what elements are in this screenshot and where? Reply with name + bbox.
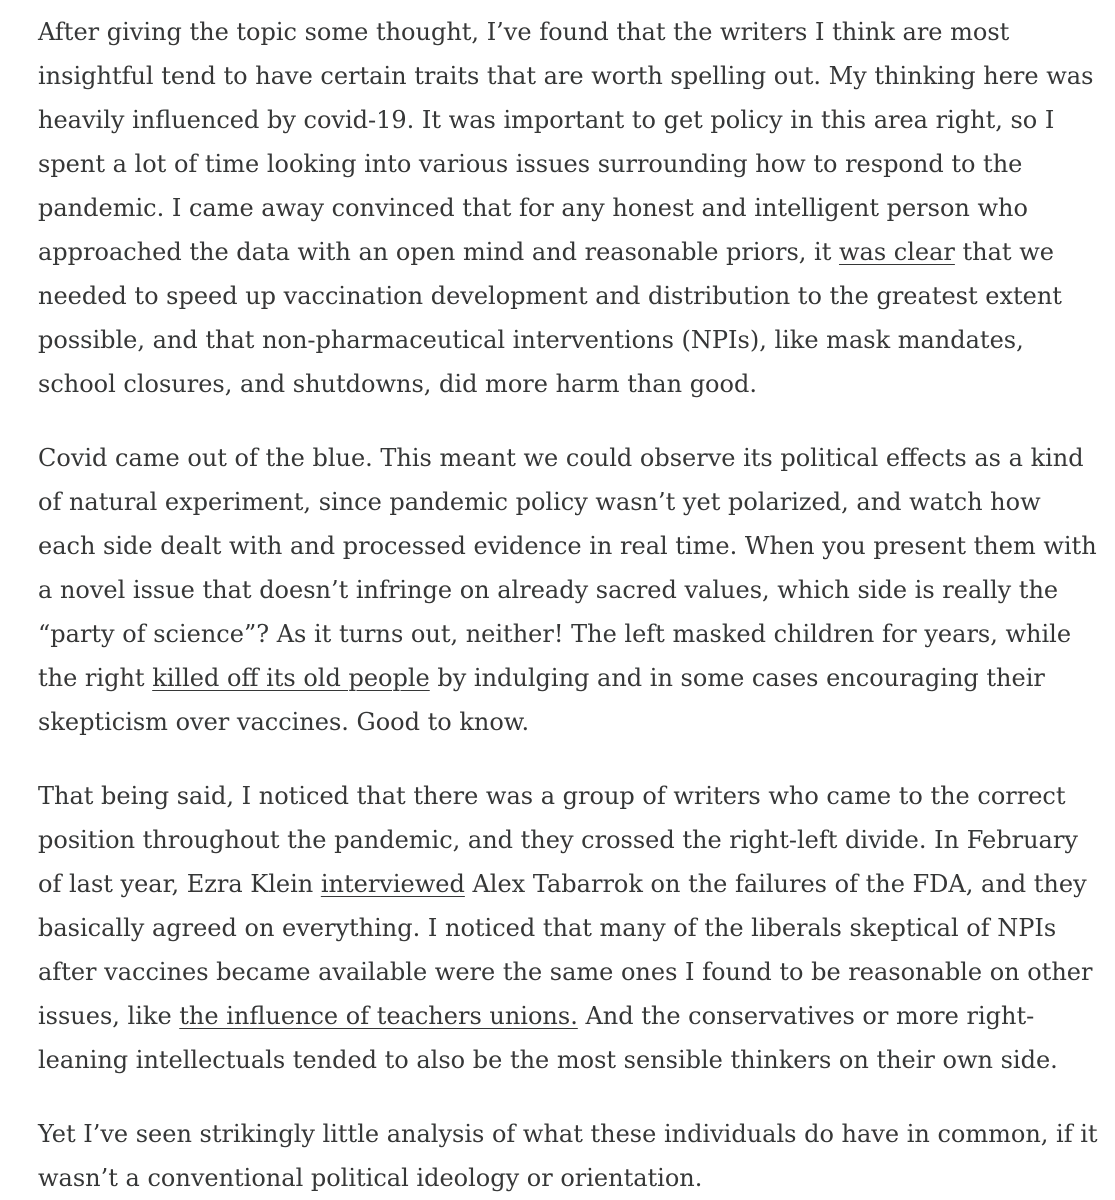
paragraph-2-text-start: Covid came out of the blue. This meant we could observe its political effects as a kind of natural experiment, since pandemic policy wasn’t yet polarized, and watch how each side dealt with and processed evidence in real time. When you present them with a novel issue that doesn’t infringe on already sacred values, which side is really the “party of science”? As it turns out, neither! The left masked children for years, while the right <box>38 444 1097 692</box>
paragraph-4-text: Yet I’ve seen strikingly little analysis of what these individuals do have in common, if it wasn’t a conventional political ideology or orientation. <box>38 1120 1098 1192</box>
teachers-unions-link[interactable]: the influence of teachers unions. <box>179 1002 578 1030</box>
paragraph-1-text-end: that we needed to speed up vaccination development and distribution to the greatest extent possible, and that non-pharmaceutical interventions (NPIs), like mask mandates, school closures, and shutdowns, did more harm than good. <box>38 238 1062 398</box>
paragraph-2-text-end: by indulging and in some cases encouraging their skepticism over vaccines. Good to know. <box>38 664 1045 736</box>
paragraph-1-text-start: After giving the topic some thought, I’ve found that the writers I think are most insightful tend to have certain traits that are worth spelling out. My thinking here was heavily influenced by covid-19. It was important to get policy in this area right, so I spent a lot of time looking into various issues surrounding how to respond to the pandemic. I came away convinced that for any honest and intelligent person who approached the data with an open mind and reasonable priors, it <box>38 18 1094 266</box>
paragraph-3 <box>38 774 1101 1082</box>
was-clear-link[interactable]: was clear <box>838 238 955 266</box>
killed-off-old-people-link[interactable]: killed off its old people <box>152 664 430 692</box>
paragraph-3-text-middle: Alex Tabarrok on the failures of the FDA, and they basically agreed on everything. I noticed that many of the liberals skeptical of NPIs after vaccines became available were the same ones I found to be reasonable on other issues, like <box>38 870 1093 1030</box>
paragraph-4 <box>38 1112 1101 1200</box>
paragraph-1 <box>38 10 1101 406</box>
paragraph-3-text-end: And the conservatives or more right-leaning intellectuals tended to also be the most sensible thinkers on their own side. <box>38 1002 1058 1074</box>
interviewed-link[interactable]: interviewed <box>320 870 465 898</box>
paragraph-2 <box>38 436 1101 744</box>
paragraph-3-text-start: That being said, I noticed that there was a group of writers who came to the correct position throughout the pandemic, and they crossed the right-left divide. In February of last year, Ezra Klein <box>38 782 1078 898</box>
